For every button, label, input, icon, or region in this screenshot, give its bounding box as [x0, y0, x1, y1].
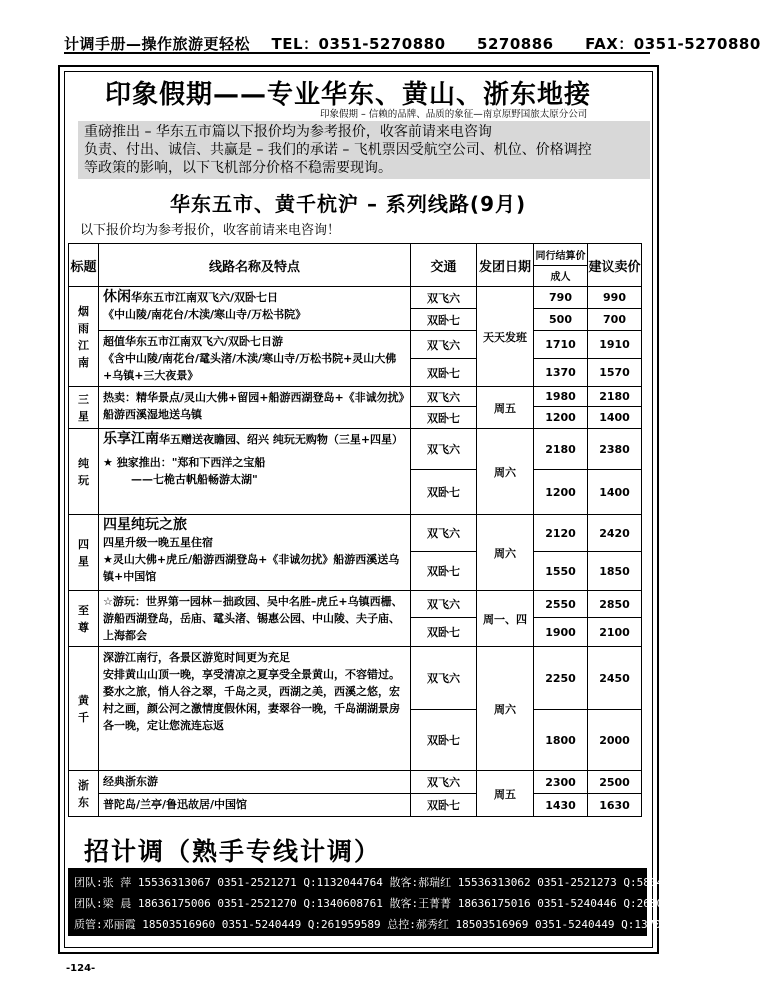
- route-highlight: 乐享江南: [103, 431, 159, 447]
- transport-cell: 双卧七: [411, 552, 477, 591]
- contact-line: 团队:梁 晨 18636175006 0351-2521270 Q:1340608761 散客:王菁菁 18636175016 0351-5240446 Q:2680027646: [74, 897, 703, 910]
- suggest-price: 1850: [588, 552, 642, 591]
- category-label: 至 尊: [69, 591, 99, 647]
- header-transport: 交通: [411, 244, 477, 287]
- transport-cell: 双飞六: [411, 331, 477, 359]
- transport-cell: 双飞六: [411, 771, 477, 794]
- transport-cell: 双卧七: [411, 359, 477, 387]
- route-highlight: 四星纯玩之旅: [103, 517, 187, 533]
- suggest-price: 2450: [588, 647, 642, 710]
- depart-cell: 周一、四: [477, 591, 534, 647]
- route-description: [99, 331, 411, 387]
- contact-line: 质管:邓丽霞 18503516960 0351-5240449 Q:261959589 总控:郝秀红 18503516969 0351-5240449 Q:13706408: [74, 918, 688, 931]
- route-description: [99, 515, 411, 591]
- route-description: [99, 287, 411, 331]
- suggest-price: 1570: [588, 359, 642, 387]
- category-label: 浙 东: [69, 771, 99, 817]
- transport-cell: 双飞六: [411, 429, 477, 470]
- table-row: [69, 331, 642, 359]
- tel-number-2: 5270886: [477, 35, 554, 53]
- transport-cell: 双卧七: [411, 309, 477, 331]
- suggest-price: 1400: [588, 407, 642, 429]
- transport-cell: 双卧七: [411, 710, 477, 771]
- table-row: [69, 287, 642, 309]
- depart-cell: 周六: [477, 515, 534, 591]
- route-sub: 《中山陵/南花台/木渎/寒山寺/万松书院》: [103, 308, 307, 321]
- suggest-price: 990: [588, 287, 642, 309]
- brand-subtitle: 印象假期 – 信赖的品牌、品质的象征—南京原野国旅太原分公司: [320, 109, 588, 120]
- peer-price: 1550: [534, 552, 588, 591]
- peer-price: 500: [534, 309, 588, 331]
- table-row: [69, 429, 642, 470]
- route-special-2: ——七桅古帆船畅游太湖": [131, 473, 258, 486]
- route-text: 安排黄山山顶一晚，享受清凉之夏享受全景黄山，不容错过。: [103, 668, 400, 681]
- route-sub: 《含中山陵/南花台/鼋头渚/木渎/寒山寺/万松书院+灵山大佛+乌镇+三大夜景》: [103, 352, 397, 382]
- route-special: ★ 独家推出："郑和下西洋之宝船: [103, 456, 266, 469]
- category-label: 黄 千: [69, 647, 99, 771]
- transport-cell: 双飞六: [411, 591, 477, 618]
- peer-price: 1200: [534, 407, 588, 429]
- contact-line: 团队:张 萍 15536313067 0351-2521271 Q:1132044764 散客:郝瑞红 15536313062 0351-2521273 Q:580441442: [74, 876, 697, 889]
- route-description: [99, 429, 411, 515]
- transport-cell: 双飞六: [411, 287, 477, 309]
- peer-price: 2180: [534, 429, 588, 470]
- page-number: -124-: [66, 963, 96, 974]
- suggest-price: 2180: [588, 387, 642, 407]
- depart-cell: 周六: [477, 647, 534, 771]
- header-suggest-price: 建议卖价: [588, 244, 642, 287]
- table-row: [69, 771, 642, 794]
- table-row: [69, 387, 642, 407]
- route-text: 华东五市江南双飞六/双卧七日: [131, 291, 279, 304]
- peer-price: 2300: [534, 771, 588, 794]
- peer-price: 1200: [534, 470, 588, 515]
- suggest-price: 1630: [588, 794, 642, 817]
- transport-cell: 双飞六: [411, 647, 477, 710]
- quote-note: 以下报价均为参考报价，收客前请来电咨询！: [80, 223, 341, 238]
- peer-price: 1430: [534, 794, 588, 817]
- table-row: [69, 515, 642, 552]
- route-price-table: [68, 243, 642, 817]
- route-description: ☆游玩：世界第一园林－拙政园、吴中名胜–虎丘+乌镇西栅、游船西湖登岛，岳庙、鼋头渚、锡惠公园、中山陵、夫子庙、上海都会: [99, 591, 411, 647]
- brand-title: 印象假期——专业华东、黄山、浙东地接: [105, 80, 592, 110]
- header-adult: 成人: [534, 265, 588, 287]
- route-description: [99, 647, 411, 771]
- fax-number: FAX：0351-5270880: [585, 35, 761, 53]
- suggest-price: 2420: [588, 515, 642, 552]
- suggest-price: 2100: [588, 618, 642, 647]
- peer-price: 2250: [534, 647, 588, 710]
- depart-cell: 天天发班: [477, 287, 534, 387]
- category-label: 四 星: [69, 515, 99, 591]
- transport-cell: 双卧七: [411, 618, 477, 647]
- suggest-price: 2380: [588, 429, 642, 470]
- route-text: 华五赠送夜瞻园、绍兴 纯玩无购物（三星+四星）: [159, 433, 404, 446]
- route-text: 经典浙东游: [99, 771, 411, 794]
- notice-line: 负责、付出、诚信、共赢是 – 我们的承诺 – 飞机票因受航空公司、机位、价格调控: [84, 142, 592, 158]
- route-sub: ★灵山大佛+虎丘/船游西湖登岛+《非诚勿扰》船游西溪送乌镇+中国馆: [103, 553, 400, 583]
- notice-line: 重磅推出 – 华东五市篇以下报价均为参考报价，收客前请来电咨询: [84, 124, 492, 140]
- depart-cell: 周五: [477, 771, 534, 817]
- table-row: [69, 647, 642, 710]
- peer-price: 1900: [534, 618, 588, 647]
- header-label: 标题: [69, 244, 99, 287]
- series-title: 华东五市、黄千杭沪 – 系列线路(9月): [170, 192, 527, 216]
- route-text: 深游江南行，各景区游览时间更为充足: [103, 651, 290, 664]
- peer-price: 2550: [534, 591, 588, 618]
- route-text: 普陀岛/兰亭/鲁迅故居/中国馆: [99, 794, 411, 817]
- notice-line: 等政策的影响，以下飞机部分价格不稳需要现询。: [84, 160, 392, 176]
- route-text: 超值华东五市江南双飞六/双卧七日游: [103, 335, 284, 348]
- category-label: 烟 雨 江 南: [69, 287, 99, 387]
- suggest-price: 2850: [588, 591, 642, 618]
- transport-cell: 双飞六: [411, 387, 477, 407]
- transport-cell: 双卧七: [411, 407, 477, 429]
- depart-cell: 周六: [477, 429, 534, 515]
- peer-price: 1800: [534, 710, 588, 771]
- header-depart: 发团日期: [477, 244, 534, 287]
- slogan: 计调手册—操作旅游更轻松: [64, 35, 251, 53]
- header-rule: [64, 52, 650, 54]
- peer-price: 2120: [534, 515, 588, 552]
- top-header-bar: [64, 33, 761, 53]
- transport-cell: 双卧七: [411, 794, 477, 817]
- peer-price: 790: [534, 287, 588, 309]
- route-description: 热卖：精华景点/灵山大佛+留园+船游西湖登岛+《非诚勿扰》船游西溪湿地送乌镇: [99, 387, 411, 429]
- recruit-banner: 招计调（熟手专线计调）: [84, 837, 382, 866]
- category-label: 纯 玩: [69, 429, 99, 515]
- suggest-price: 1400: [588, 470, 642, 515]
- header-route: 线路名称及特点: [99, 244, 411, 287]
- suggest-price: 1910: [588, 331, 642, 359]
- tel-number: TEL：0351-5270880: [271, 35, 446, 53]
- transport-cell: 双飞六: [411, 515, 477, 552]
- depart-cell: 周五: [477, 387, 534, 429]
- peer-price: 1370: [534, 359, 588, 387]
- header-peer-price: 同行结算价: [534, 244, 588, 266]
- notice-box: [78, 121, 650, 179]
- route-text: 婺水之旅，悄人谷之翠，千岛之灵，西湖之美，西溪之悠，宏村之画，颜公河之激情度假休闲，妻翠谷一晚，千岛湖湖景房各一晚，定让您流连忘返: [103, 685, 400, 732]
- route-text: 四星升级一晚五星住宿: [103, 536, 213, 549]
- category-label: 三 星: [69, 387, 99, 429]
- table-header-row: [69, 244, 642, 266]
- transport-cell: 双卧七: [411, 470, 477, 515]
- suggest-price: 700: [588, 309, 642, 331]
- route-highlight: 休闲: [103, 289, 131, 305]
- suggest-price: 2000: [588, 710, 642, 771]
- table-row: [69, 591, 642, 618]
- contact-block: [68, 868, 703, 936]
- peer-price: 1980: [534, 387, 588, 407]
- peer-price: 1710: [534, 331, 588, 359]
- suggest-price: 2500: [588, 771, 642, 794]
- table-row: [69, 794, 642, 817]
